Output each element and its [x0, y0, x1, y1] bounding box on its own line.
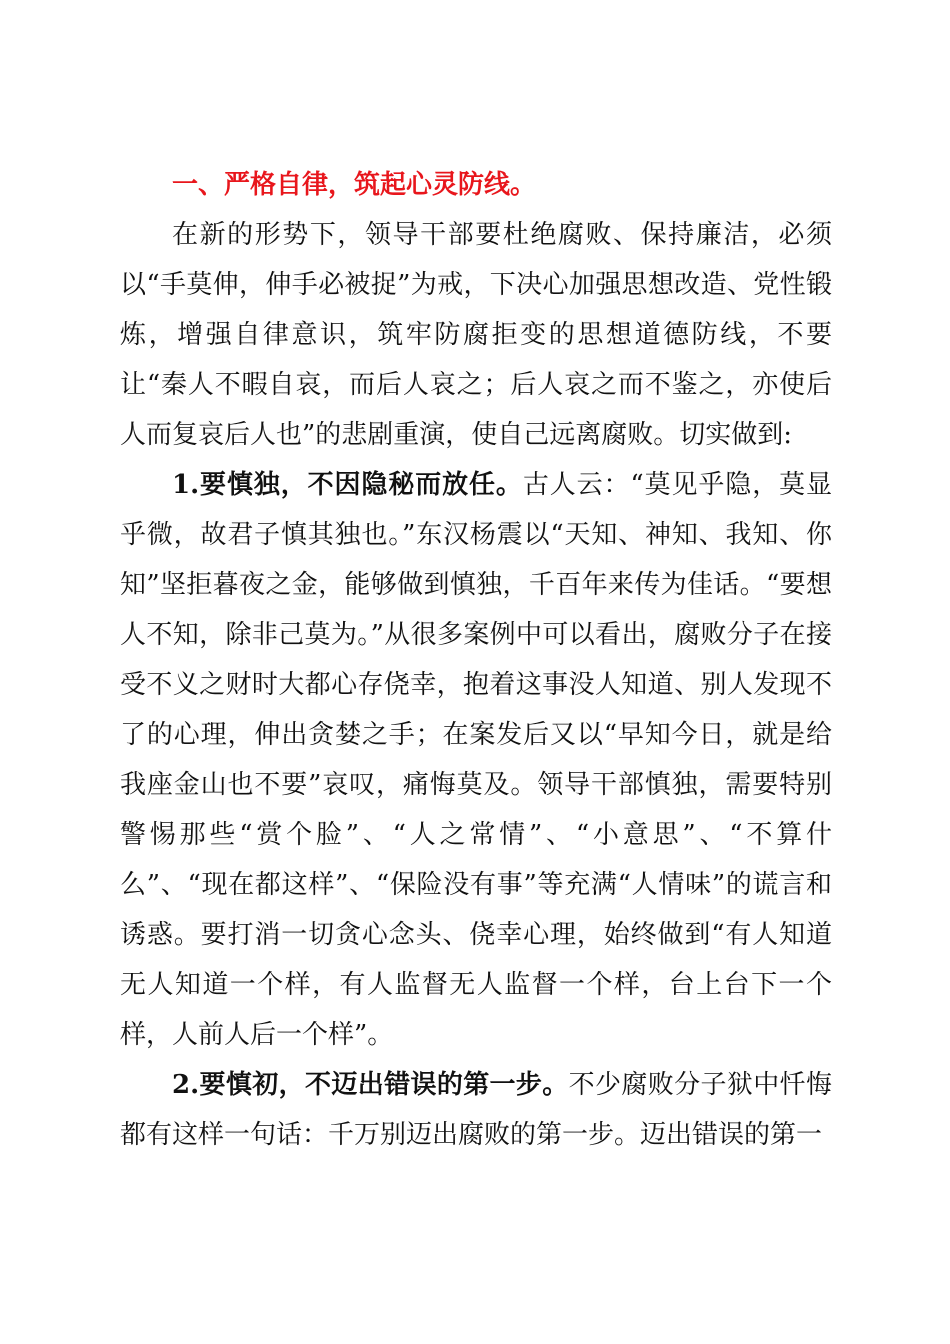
point-2-paragraph	[120, 1060, 832, 1160]
document-body	[120, 160, 832, 1160]
point-1-text: 古人云：“莫见乎隐，莫显乎微，故君子慎其独也。”东汉杨震以“天知、神知、我知、你知”坚拒暮夜之金，能够做到慎独，千百年来传为佳话。“要想人不知，除非己莫为。”从很多案例中可以看出，腐败分子在接受不义之财时大都心存侥幸，抱着这事没人知道、别人发现不了的心理，伸出贪婪之手；在案发后又以“早知今日，就是给我座金山也不要”哀叹，痛悔莫及。领导干部慎独，需要特别警惕那些“赏个脸”、“人之常情”、“小意思”、“不算什么”、“现在都这样”、“保险没有事”等充满“人情味”的谎言和诱惑。要打消一切贪心念头、侥幸心理，始终做到“有人知道无人知道一个样，有人监督无人监督一个样，台上台下一个样，人前人后一个样”。	[120, 470, 832, 1050]
point-1-title: 1.要慎独，不因隐秘而放任。	[172, 470, 523, 500]
intro-paragraph: 在新的形势下，领导干部要杜绝腐败、保持廉洁，必须以“手莫伸，伸手必被捉”为戒，下决心加强思想改造、党性锻炼，增强自律意识，筑牢防腐拒变的思想道德防线，不要让“秦人不暇自哀，而后人哀之；后人哀之而不鉴之，亦使后人而复哀后人也”的悲剧重演，使自己远离腐败。切实做到:	[120, 220, 832, 450]
section-heading: 一、严格自律，筑起心灵防线。	[172, 170, 537, 200]
point-2-text: 不少腐败分子狱中忏悔都有这样一句话：千万别迈出腐败的第一步。迈出错误的第一	[120, 1070, 832, 1150]
point-2-title: 2.要慎初，不迈出错误的第一步。	[172, 1070, 569, 1100]
point-1-paragraph	[120, 460, 832, 1060]
